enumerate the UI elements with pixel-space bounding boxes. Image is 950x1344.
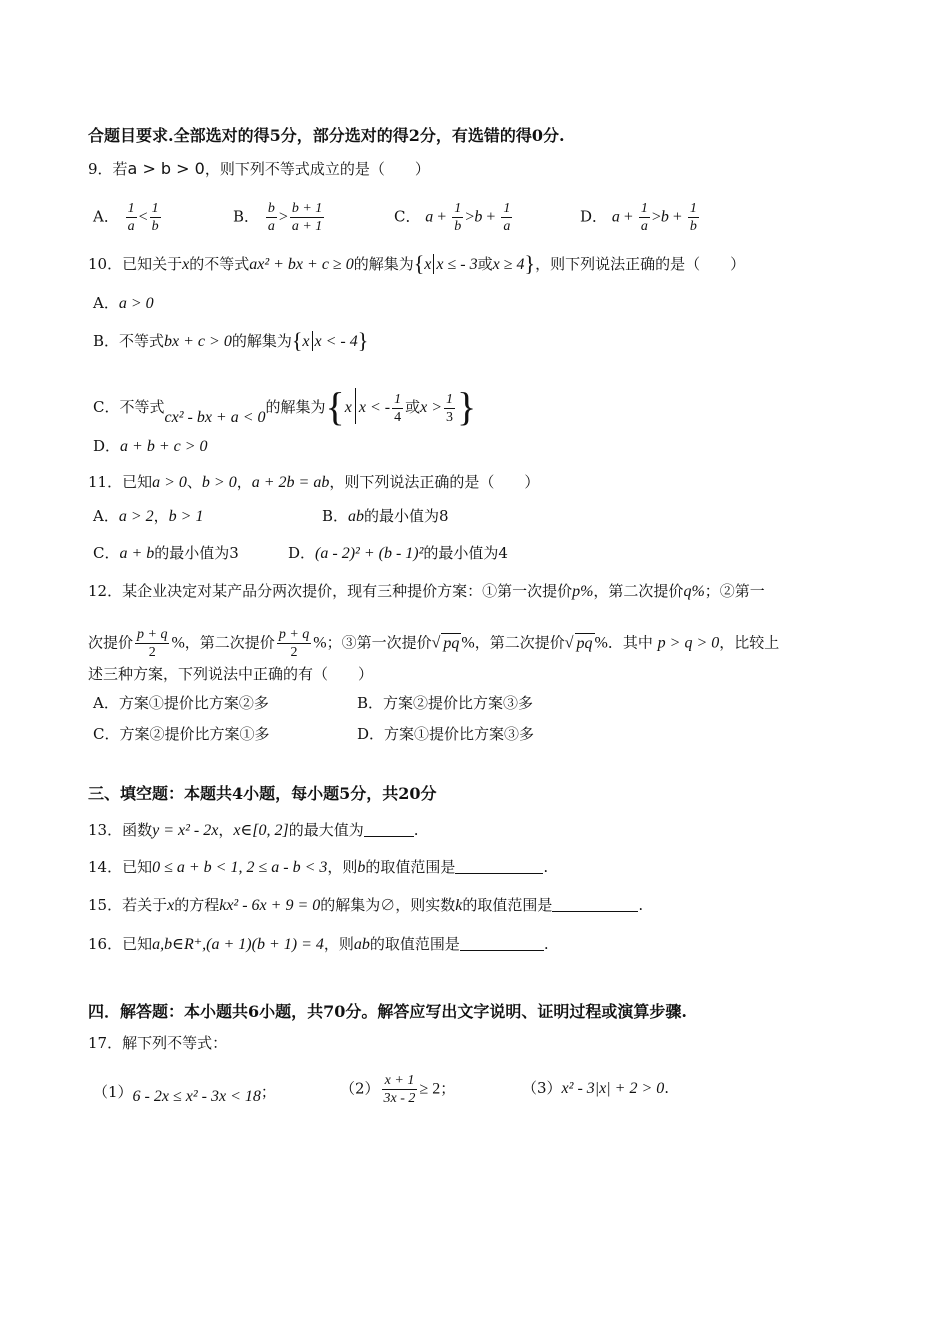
q11-option-c[interactable]: C．a + b的最小值为3 — [93, 544, 239, 562]
q9-option-b[interactable]: B． $\frac{b}{a}$ > $\frac{b + 1}{a + 1}$ — [233, 201, 323, 234]
q9-option-c[interactable]: C． a + $\frac{1}{b}$ >b + $\frac{1}{a}$ — [394, 201, 511, 234]
q12-line-2: 次提价 $\frac{p + q}{2}$ %，第二次提价 $\frac{p + q}{2}$ %；③第一次提价√ pq %，第二次提价√ pq %．其中 p > q > 0，比较上 — [88, 627, 780, 660]
q17-part-3: （3）x² - 3|x| + 2 > 0. — [522, 1079, 670, 1097]
q11-stem: 11．已知a > 0、b > 0，a + 2b = ab，则下列说法正确的是（ ） — [88, 473, 540, 491]
q10-option-b[interactable]: B．不等式bx + c > 0的解集为{x x < - 4} — [93, 328, 369, 353]
q9-option-a[interactable]: A． $\frac{1}{a}$ < $\frac{1}{b}$ — [93, 201, 159, 234]
q12-line-3: 述三种方案，下列说法中正确的有（ ） — [88, 665, 374, 683]
q12-line-1: 12．某企业决定对某产品分两次提价，现有三种提价方案：①第一次提价p%，第二次提价q%；②第一 — [88, 582, 765, 600]
fraction: $\frac{p + q}{2}$ — [278, 627, 310, 660]
q12-option-b[interactable]: B．方案②提价比方案③多 — [357, 694, 534, 712]
q11-option-a[interactable]: A．a > 2，b > 1 — [93, 507, 204, 525]
q10-option-d[interactable]: D．a + b + c > 0 — [93, 437, 208, 455]
q10-option-a[interactable]: A．a > 0 — [93, 294, 154, 312]
q11-option-b[interactable]: B．ab的最小值为8 — [322, 507, 449, 525]
q10-option-c[interactable]: C．不等式cx² - bx + a < 0的解集为{x x < - $\frac{1}{4}$ 或x > $\frac{1}{3}$ } — [93, 384, 477, 429]
answer-blank[interactable] — [460, 936, 544, 951]
q12-option-c[interactable]: C．方案②提价比方案①多 — [93, 725, 270, 743]
q16: 16．已知a,b∈R⁺,(a + 1)(b + 1) = 4，则ab的取值范围是 . — [88, 935, 549, 953]
fraction: $\frac{1}{a}$ — [503, 201, 511, 234]
fraction: $\frac{1}{b}$ — [454, 201, 462, 234]
fraction: $\frac{1}{a}$ — [127, 201, 135, 234]
q11-option-d[interactable]: D．(a - 2)² + (b - 1)²的最小值为4 — [288, 544, 508, 562]
q17-part-2: （2） $\frac{x + 1}{3x - 2}$ ≥ 2； — [340, 1073, 456, 1106]
q12-option-d[interactable]: D．方案①提价比方案③多 — [357, 725, 535, 743]
answer-blank[interactable] — [552, 897, 638, 912]
q12-option-a[interactable]: A．方案①提价比方案②多 — [93, 694, 269, 712]
fraction: $\frac{1}{3}$ — [446, 391, 453, 425]
fraction: $\frac{b + 1}{a + 1}$ — [291, 201, 323, 234]
q15: 15．若关于x的方程kx² - 6x + 9 = 0的解集为∅，则实数k的取值范围是 . — [88, 896, 644, 914]
q13: 13．函数y = x² - 2x，x∈[0, 2]的最大值为 . — [88, 821, 419, 839]
q17-stem: 17．解下列不等式： — [88, 1034, 228, 1052]
fraction: $\frac{p + q}{2}$ — [137, 627, 168, 660]
fraction: $\frac{1}{b}$ — [151, 201, 159, 234]
section-4-heading: 四．解答题：本小题共6小题，共70分。解答应写出文字说明、证明过程或演算步骤. — [88, 1002, 687, 1021]
q9-stem: 9．若a > b > 0，则下列不等式成立的是（ ） — [88, 159, 430, 178]
section-3-heading: 三、填空题：本题共4小题，每小题5分，共20分 — [88, 784, 437, 803]
q14: 14．已知0 ≤ a + b < 1, 2 ≤ a - b < 3，则b的取值范围是 . — [88, 858, 549, 876]
fraction: $\frac{1}{a}$ — [640, 201, 648, 234]
answer-blank[interactable] — [364, 822, 414, 837]
fraction: $\frac{1}{b}$ — [689, 201, 697, 234]
fraction: $\frac{x + 1}{3x - 2}$ — [383, 1073, 416, 1106]
fraction: $\frac{b}{a}$ — [267, 201, 275, 234]
q17-part-1: （1）6 - 2x ≤ x² - 3x < 18； — [93, 1083, 276, 1105]
intro-text: 合题目要求.全部选对的得5分，部分选对的得2分，有选错的得0分. — [88, 126, 565, 145]
q9-option-d[interactable]: D． a + $\frac{1}{a}$ >b + $\frac{1}{b}$ — [580, 201, 697, 234]
fraction: $\frac{1}{4}$ — [394, 391, 402, 425]
q10-stem: 10．已知关于x的不等式ax² + bx + c ≥ 0的解集为{x x ≤ - 3或x ≥ 4}，则下列说法正确的是（ ） — [88, 251, 746, 276]
answer-blank[interactable] — [455, 859, 543, 874]
